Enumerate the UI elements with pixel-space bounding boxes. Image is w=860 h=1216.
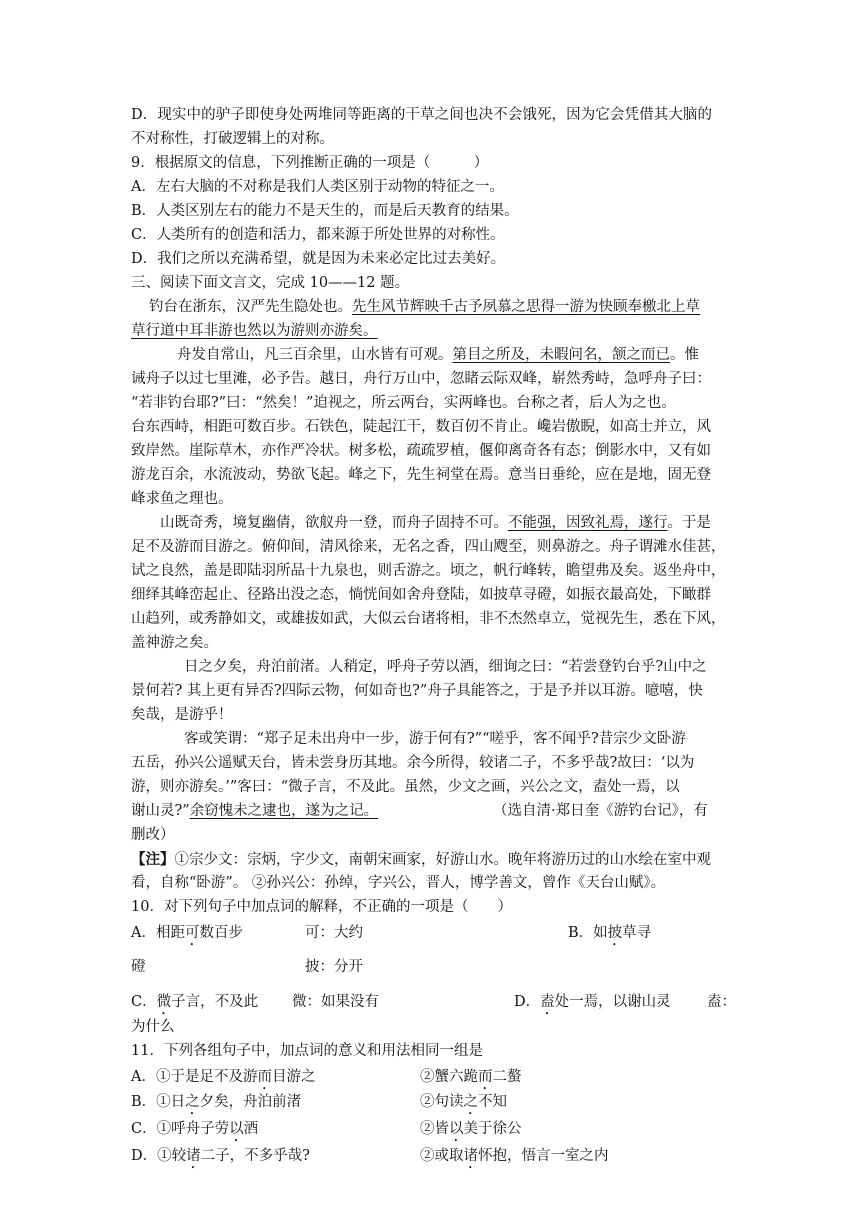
passage-p4-line2: 景何若? 其上更有异否?四际云物，何如奇也?”舟子具能答之，于是予并以耳游。噫嘻，快 xyxy=(131,683,703,699)
q10-option-b: B．如披草寻 xyxy=(568,925,652,941)
q10-row-ab xyxy=(131,924,731,949)
q11-stem: 11．下列各组句子中，加点词的意义和用法相同一组是 xyxy=(131,1043,483,1059)
notes-line2: 看，自称“卧游”。 ②孙兴公：孙绰，字兴公，晋人，博学善文，曾作《天台山赋》。 xyxy=(131,875,666,891)
notes-label: 【注】 xyxy=(131,851,175,868)
passage-p5-line5: 删改） xyxy=(131,827,175,843)
passage-p2-line5: 致岸然。崖际草木，亦作严冷状。树多松，疏疏罗植，偃仰离奇各有态；倒影水中，又有如 xyxy=(131,443,711,459)
passage-p3-line1: 山既奇秀，境复幽倩，欲舣舟一登，而舟子固持不可。不能强，因致礼焉，遂行。于是 xyxy=(160,515,711,531)
q10-option-d-gloss-cont: 为什么 xyxy=(131,1019,175,1035)
underlined-sentence-1: 先生风节辉映千古予夙慕之思得一游为快顾奉檄北上草 xyxy=(352,299,700,315)
q11-option-c: C．①呼舟子劳以酒 ②皆以美于徐公 xyxy=(131,1121,522,1137)
passage-p3-line2: 足不及游而目游之。俯仰间，清风徐来，无名之香，四山飕至，则鼻游之。舟子谓滩水佳甚， xyxy=(131,539,726,555)
q10-option-c-gloss: 微：如果没有 xyxy=(292,994,379,1010)
q10-option-c: C．微子言，不及此 xyxy=(131,994,259,1010)
q10-option-a-gloss: 可：大约 xyxy=(305,925,363,941)
passage-source: （选自清·郑日奎《游钓台记》，有 xyxy=(493,803,708,819)
passage-p5-line1: 客或笑谓：“郑子足未出舟中一步，游于何有?”“嗟乎，客不闻乎?昔宗少文卧游 xyxy=(184,731,686,747)
q10-stem: 10．对下列句子中加点词的解释，不正确的一项是（ ） xyxy=(131,899,512,915)
q10-option-a: A．相距可数百步 xyxy=(131,925,243,941)
q9-option-b: B．人类区别左右的能力不是天生的，而是后天教育的结果。 xyxy=(131,203,519,219)
underlined-sentence-4: 余窃愧未之逮也，遂为之记。 xyxy=(189,803,379,819)
q9-option-a: A．左右大脑的不对称是我们人类区别于动物的特征之一。 xyxy=(131,179,504,195)
section-3-heading: 三、阅读下面文言文，完成 10——12 题。 xyxy=(131,275,410,291)
q9-option-c: C．人类所有的创造和活力，都来源于所处世界的对称性。 xyxy=(131,227,505,243)
passage-p1-line1: 钓台在浙东，汉严先生隐处也。先生风节辉映千古予夙慕之思得一游为快顾奉檄北上草 xyxy=(149,299,700,315)
passage-p2-line7: 峰求鱼之理也。 xyxy=(131,491,233,507)
passage-p1-line2 xyxy=(131,322,731,341)
passage-p3-line3: 试之良然，盖是即陆羽所品十九泉也，则舌游之。顷之，帆行峰转，瞻望弗及矣。返坐舟中， xyxy=(131,563,726,579)
underlined-sentence-3: 不能强，因致礼焉，遂行 xyxy=(508,515,668,531)
q11-option-a: A．①于是足不及游而目游之 ②蟹六跪而二螯 xyxy=(131,1069,522,1085)
q11-option-b: B．①日之夕矣，舟泊前渚 ②句读之不知 xyxy=(131,1094,507,1110)
q10-option-b-gloss: 披：分开 xyxy=(305,959,363,975)
q10-option-d: D．盍处一焉，以谢山灵 xyxy=(514,994,671,1010)
q11-option-d: D．①较诸二子，不多乎哉? ②或取诸怀抱，悟言一室之内 xyxy=(131,1148,609,1164)
notes-line1: 【注】①宗少文：宗炳，字少文，南朝宋画家，好游山水。晚年将游历过的山水绘在室中观 xyxy=(131,851,711,868)
passage-p4-line1: 日之夕矣，舟泊前渚。人稍定，呼舟子劳以酒，细询之曰：“若尝登钓台乎?山中之 xyxy=(184,659,707,675)
q10-option-d-gloss: 盍： xyxy=(707,994,736,1010)
passage-p3-line6: 盖神游之矣。 xyxy=(131,635,218,651)
q8-option-d-line2: 不对称性，打破逻辑上的对称。 xyxy=(131,131,334,147)
passage-p2-line3: “若非钓台耶?”曰：“然矣！”迫视之，所云两台，实两峰也。台称之者，后人为之也。 xyxy=(131,395,676,411)
passage-p5-line4: 谢山灵?”余窃愧未之逮也，遂为之记。 （选自清·郑日奎《游钓台记》，有 xyxy=(131,803,708,819)
passage-p5-line2: 五岳，孙兴公遥赋天台，皆未尝身历其地。余今所得，较诸二子，不多乎哉?故曰：‘以为 xyxy=(131,755,695,771)
q10-row-b-cont: 磴 披：分开 xyxy=(131,959,363,975)
q9-stem: 9．根据原文的信息，下列推断正确的一项是（ ） xyxy=(131,155,489,171)
passage-p2-line1: 舟发自常山，凡三百余里，山水皆有可观。第目之所及，未暇问名，颔之而已。惟 xyxy=(177,347,699,363)
underlined-sentence-2: 第目之所及，未暇问名，颔之而已 xyxy=(452,347,670,363)
passage-p2-line2: 诫舟子以过七里滩，必予告。越日，舟行万山中，忽睹云际双峰，崭然秀峙，急呼舟子曰： xyxy=(131,371,711,387)
passage-p4-line3: 矣哉，是游乎！ xyxy=(131,707,233,723)
q10-row-cd xyxy=(131,993,736,1018)
underlined-sentence-1-cont: 草行道中耳非游也然以为游则亦游矣。 xyxy=(131,323,378,339)
passage-p3-line5: 山趋列，或秀静如文，或雄拔如武，大似云台诸将相，非不杰然卓立，觉视先生，悉在下风， xyxy=(131,611,726,627)
passage-p3-line4: 细绎其峰峦起止、径路出没之态，惝恍间如舍舟登陆，如披草寻磴，如振衣最高处，下瞰群 xyxy=(131,587,711,603)
passage-p2-line6: 游龙百余，水流波动，势欲飞起。峰之下，先生祠堂在焉。意当日垂纶，应在是地，固无登 xyxy=(131,467,711,483)
q8-option-d-line1: D．现实中的驴子即使身处两堆同等距离的干草之间也决不会饿死，因为它会凭借其大脑的 xyxy=(131,107,713,123)
passage-p2-line4: 台东西峙，相距可数百步。石铁色，陡起江干，数百仞不肯止。巉岩傲睨，如高士并立，风 xyxy=(131,419,711,435)
passage-p5-line3: 游，则亦游矣。’”客曰：“微子言，不及此。虽然，少文之画，兴公之文，盍处一焉，以 xyxy=(131,779,680,795)
q9-option-d: D．我们之所以充满希望，就是因为未来必定比过去美好。 xyxy=(131,251,506,267)
